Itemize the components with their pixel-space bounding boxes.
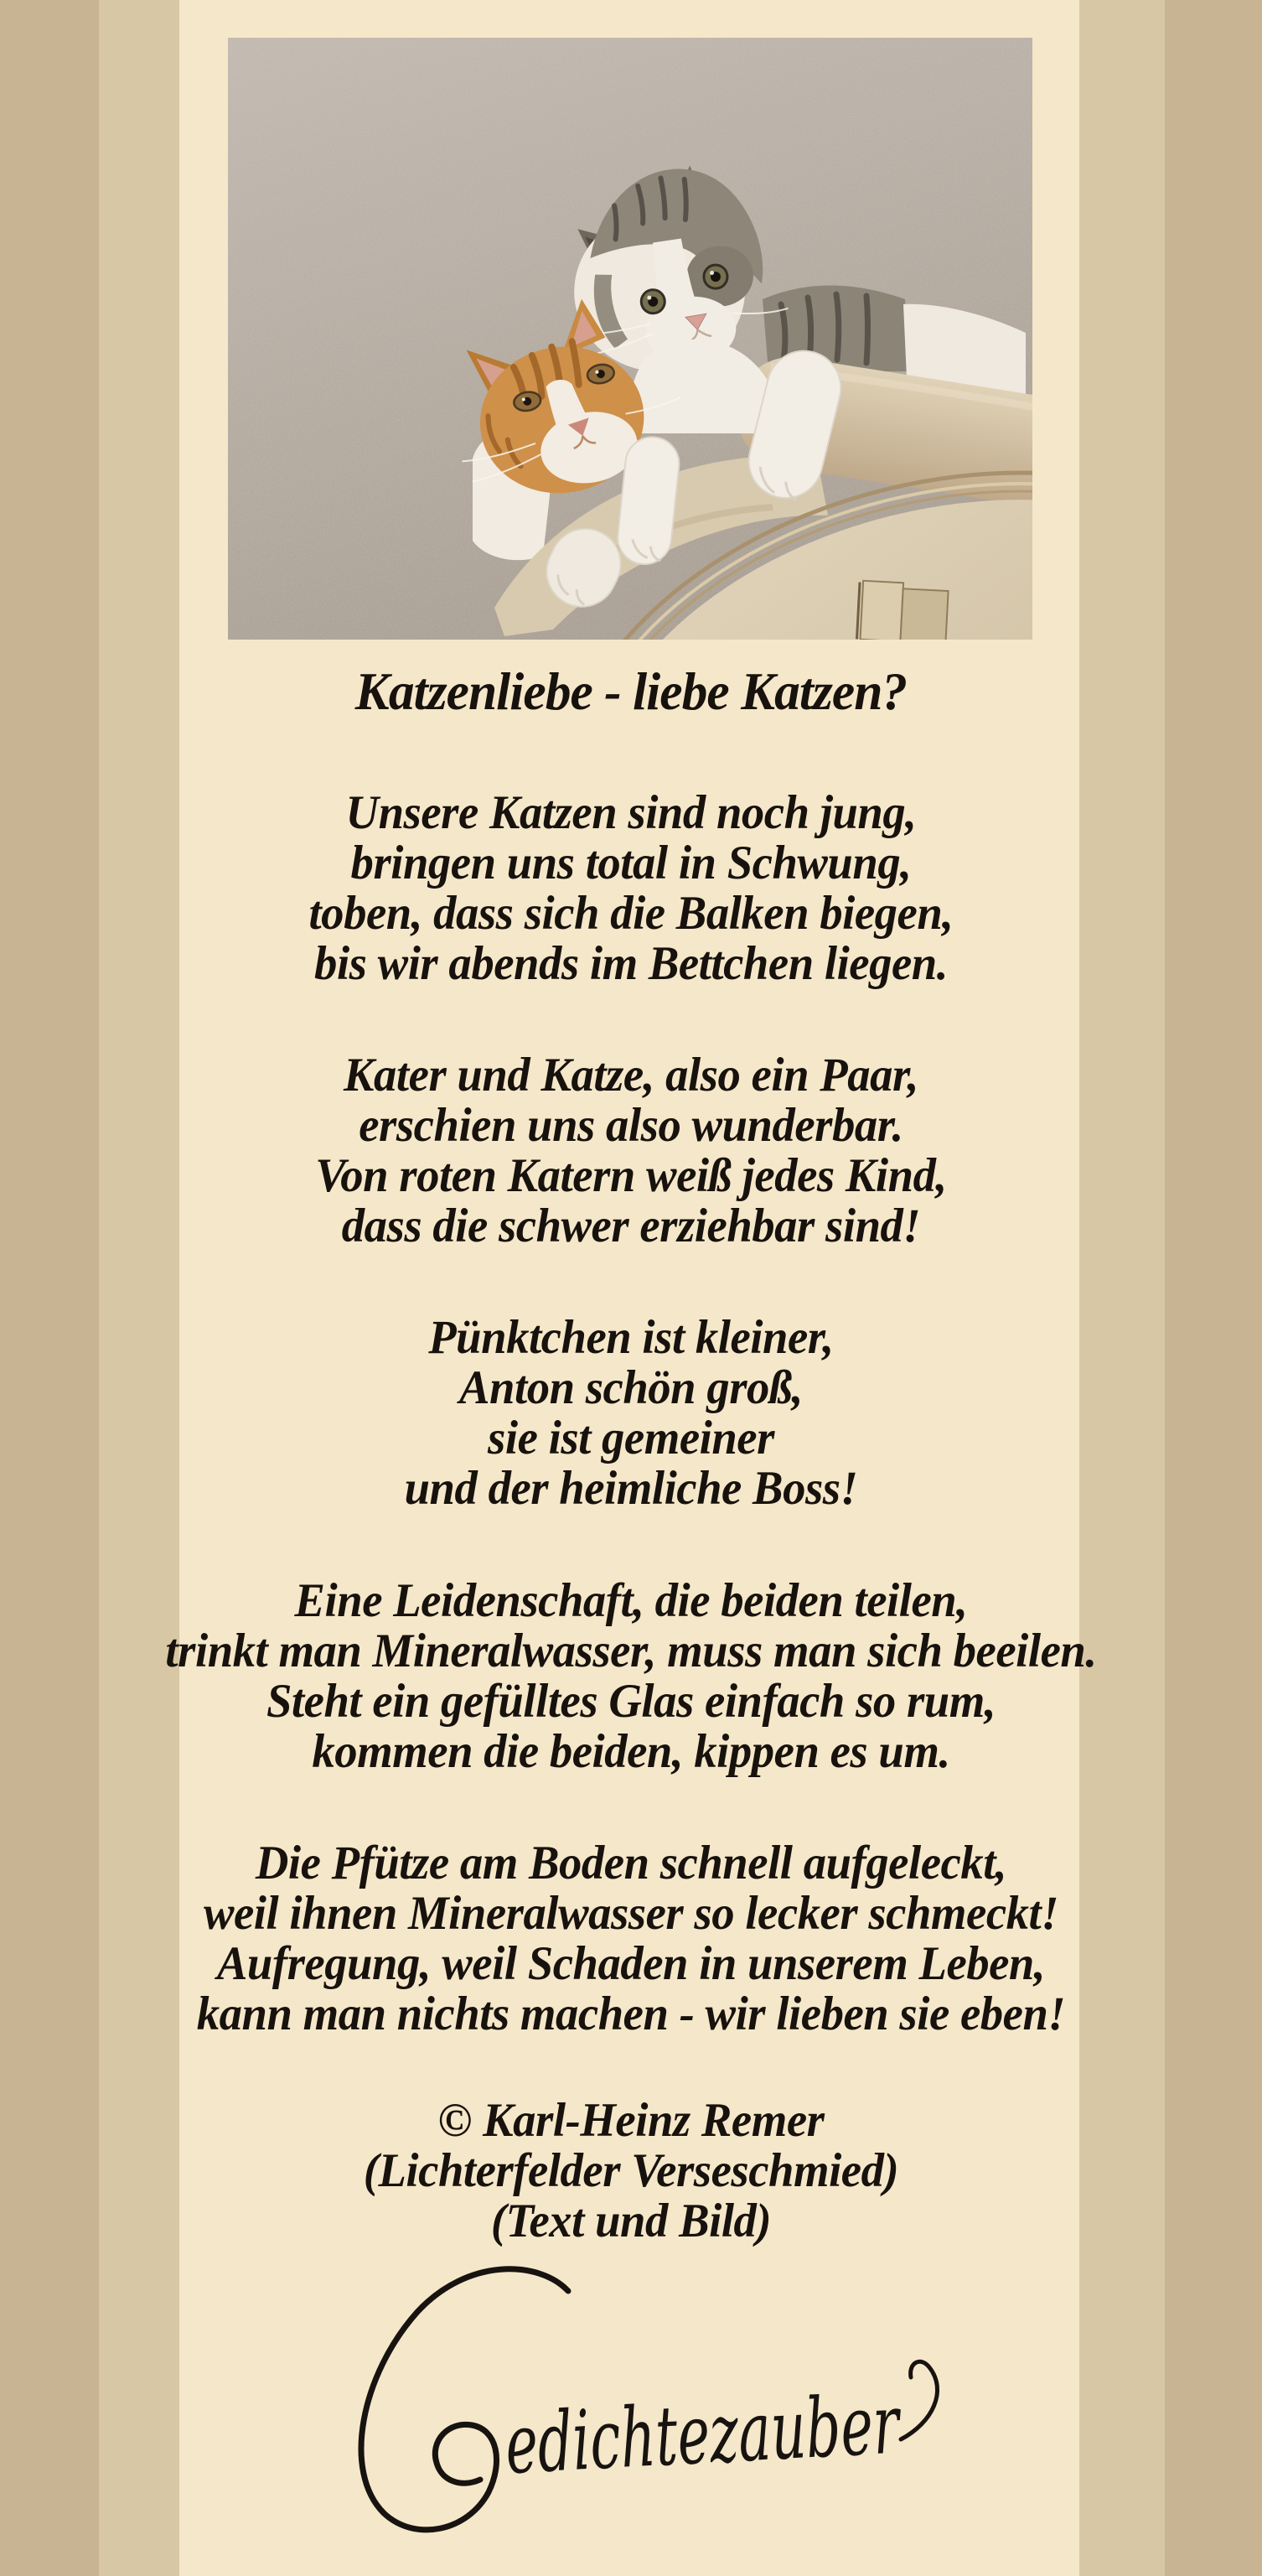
poem-line: und der heimliche Boss! — [404, 1462, 858, 1515]
signature-script-svg — [313, 2253, 1101, 2547]
stanza-3 — [25, 1313, 1237, 1514]
poem-line: Anton schön groß, — [458, 1361, 803, 1414]
poem-line: weil ihnen Mineralwasser so lecker schmeckt! — [203, 1887, 1059, 1940]
attribution — [25, 2096, 1237, 2247]
poem-line: bis wir abends im Bettchen liegen. — [314, 937, 948, 990]
poem-line: Von roten Katern weiß jedes Kind, — [315, 1149, 947, 1202]
stanza-2 — [25, 1050, 1237, 1252]
poem-line: erschien uns also wunderbar. — [359, 1099, 903, 1152]
cats-photo — [228, 38, 1032, 640]
stanza-1 — [25, 788, 1237, 989]
poem-line: sie ist gemeiner — [488, 1412, 774, 1464]
poem-line: kommen die beiden, kippen es um. — [312, 1725, 950, 1778]
poem-line: Die Pfütze am Boden schnell aufgeleckt, — [255, 1837, 1007, 1889]
attribution-credit: (Text und Bild) — [490, 2195, 772, 2247]
stanza-4 — [25, 1576, 1237, 1777]
poem-line: dass die schwer erziehbar sind! — [341, 1200, 921, 1252]
poem-line: trinkt man Mineralwasser, muss man sich beeilen. — [165, 1625, 1097, 1677]
poem-title: Katzenliebe - liebe Katzen? — [354, 661, 908, 721]
signature-flourish — [901, 2361, 938, 2439]
poem-line: toben, dass sich die Balken biegen, — [308, 887, 954, 940]
signature-script: edichtezauber — [503, 2366, 1101, 2493]
poem-line: kann man nichts machen - wir lieben sie eben! — [196, 1988, 1066, 2040]
stanza-5 — [25, 1838, 1237, 2040]
poem-line: Kater und Katze, also ein Paar, — [344, 1049, 918, 1101]
poem-line: Pünktchen ist kleiner, — [428, 1311, 834, 1364]
poem-line: Eine Leidenschaft, die beiden teilen, — [294, 1574, 968, 1627]
attribution-subtitle: (Lichterfelder Verseschmied) — [363, 2144, 899, 2197]
poem-line: Steht ein gefülltes Glas einfach so rum, — [266, 1675, 996, 1728]
poem-line: Unsere Katzen sind noch jung, — [345, 786, 917, 839]
poem-line: bringen uns total in Schwung, — [350, 837, 912, 889]
poem-line: Aufregung, weil Schaden in unserem Leben, — [216, 1937, 1046, 1990]
signature — [313, 2253, 1101, 2547]
cats-photo-illustration — [228, 38, 1032, 640]
attribution-author: © Karl-Heinz Remer — [437, 2094, 825, 2147]
